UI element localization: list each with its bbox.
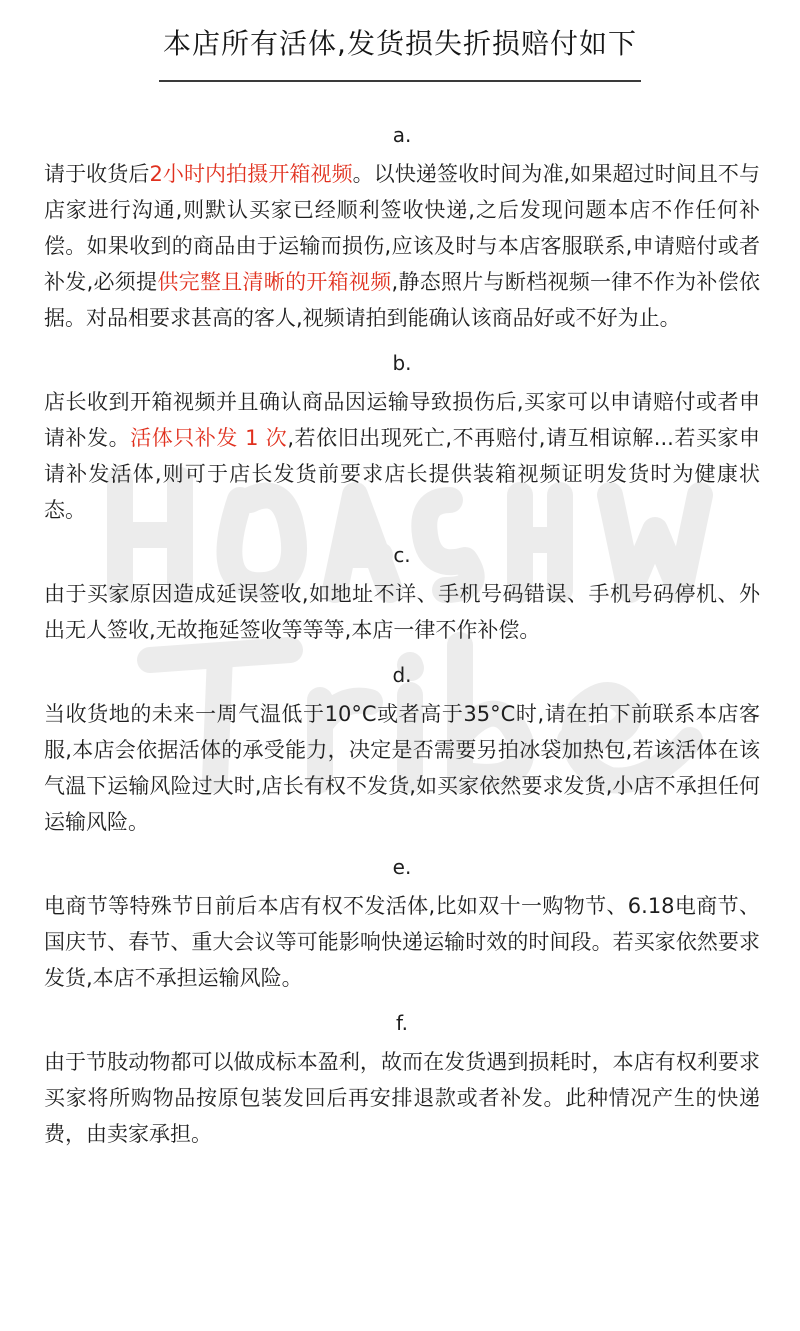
section-paragraph bbox=[44, 576, 760, 648]
body-text: 当收货地的未来一周气温低于10°C或者高于35°C时,请在拍下前联系本店客服,本店会依据活体的承受能力，决定是否需要另拍冰袋加热包,若该活体在该气温下运输风险过大时,店长有权不发货,如买家依然要求发货,小店不承担任何运输风险。 bbox=[44, 702, 760, 834]
section-letter: e. bbox=[392, 855, 412, 879]
policy-content bbox=[44, 118, 760, 1162]
section-paragraph bbox=[44, 1044, 760, 1152]
section-letter: a. bbox=[392, 123, 412, 147]
section-letter: f. bbox=[396, 1011, 408, 1035]
section-paragraph bbox=[44, 696, 760, 840]
section-paragraph bbox=[44, 384, 760, 528]
section-letter: b. bbox=[392, 351, 412, 375]
section-paragraph bbox=[44, 156, 760, 336]
highlight-text: 2小时内拍摄开箱视频 bbox=[149, 162, 353, 186]
body-text: 店长收到开箱视频并且确认商品因运输导致损伤后,买家可以申请赔付或者申请补发。 bbox=[44, 390, 760, 450]
body-text: 请于收货后 bbox=[44, 162, 150, 186]
page-title: 本店所有活体,发货损失折损赔付如下 bbox=[159, 22, 641, 82]
highlight-text: 活体只补发 1 次 bbox=[130, 426, 288, 450]
body-text: ,静态照片与断档视频一律不作为补偿依据。对品相要求甚高的客人,视频请拍到能确认该商品好或不好为止。 bbox=[44, 270, 760, 330]
section-letter: d. bbox=[392, 663, 412, 687]
page-header bbox=[0, 22, 800, 82]
highlight-text: 供完整且清晰的开箱视频 bbox=[157, 270, 392, 294]
body-text: 由于买家原因造成延误签收,如地址不详、手机号码错误、手机号码停机、外出无人签收,无故拖延签收等等等,本店一律不作补偿。 bbox=[44, 582, 760, 642]
body-text: ,若依旧出现死亡,不再赔付,请互相谅解...若买家申请补发活体,则可于店长发货前要求店长提供装箱视频证明发货时为健康状态。 bbox=[44, 426, 760, 522]
body-text: 由于节肢动物都可以做成标本盈利，故而在发货遇到损耗时，本店有权利要求买家将所购物品按原包装发回后再安排退款或者补发。此种情况产生的快递费，由卖家承担。 bbox=[44, 1050, 760, 1146]
body-text: 电商节等特殊节日前后本店有权不发活体,比如双十一购物节、6.18电商节、国庆节、春节、重大会议等可能影响快递运输时效的时间段。若买家依然要求发货,本店不承担运输风险。 bbox=[44, 894, 760, 990]
section-letter: c. bbox=[393, 543, 411, 567]
body-text: 。以快递签收时间为准,如果超过时间且不与店家进行沟通,则默认买家已经顺利签收快递,之后发现问题本店不作任何补偿。如果收到的商品由于运输而损伤,应该及时与本店客服联系,申请赔付或者补发,必须提 bbox=[44, 162, 760, 294]
section-paragraph bbox=[44, 888, 760, 996]
